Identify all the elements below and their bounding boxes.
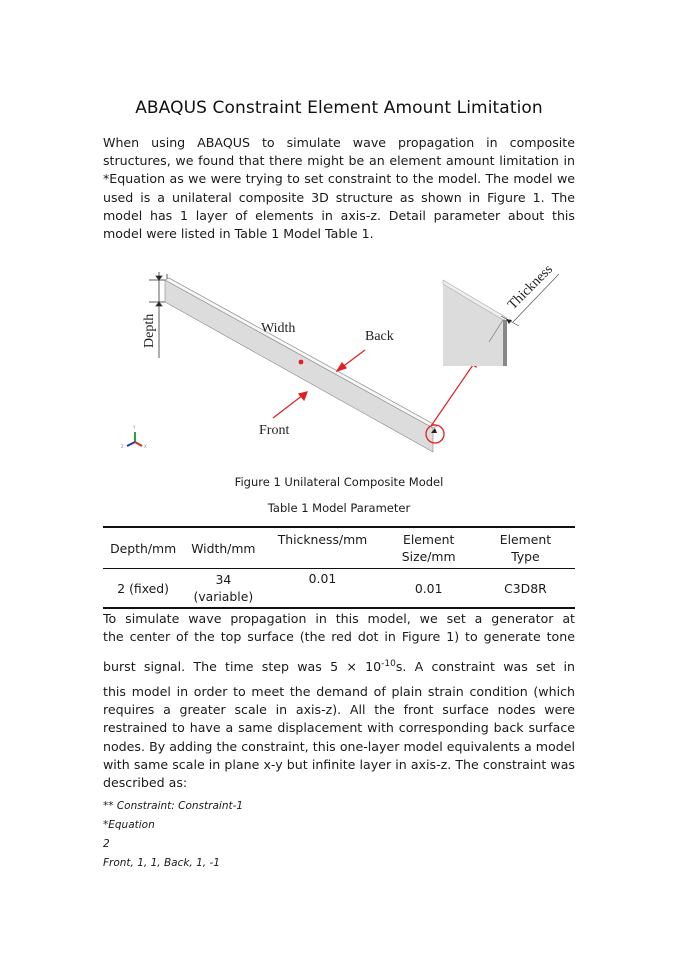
table-row [103,569,575,609]
model-diagram [113,258,573,458]
cell-element-size: 0.01 [414,580,443,596]
front-label: Front [259,423,290,438]
generator-red-dot [299,360,304,365]
header-thickness: Thickness/mm [277,532,368,547]
depth-label: Depth [142,313,157,348]
code-line: Front, 1, 1, Back, 1, -1 [103,857,220,869]
header-element-type: Element Type [499,532,552,564]
cell-depth: 2 (fixed) [117,580,169,596]
constraint-paragraph: this model in order to meet the demand of plain strain condition (which requires a greater scale in axis-z). All the front surface nodes were restrained to have a same displacement with corresponding back surface nodes. By adding the constraint, this one-layer model equivalents a model with same scale in plane x-y but infinite layer in axis-z. The constraint was described as: [103,684,575,791]
code-line: 2 [103,838,110,850]
axis-triad-icon [121,425,147,449]
svg-text:X: X [144,444,147,449]
back-label: Back [365,329,394,344]
equation-code-block [103,797,575,873]
simulation-paragraph [103,610,575,686]
code-line: *Equation [103,819,155,831]
table-caption: Table 1 Model Parameter [267,501,411,515]
svg-text:Z: Z [121,444,124,449]
page-title: ABAQUS Constraint Element Amount Limitation [135,98,543,118]
figure-caption: Figure 1 Unilateral Composite Model [234,475,444,489]
thickness-label: Thickness [505,262,556,313]
svg-text:Y: Y [133,425,136,430]
para2-line1: To simulate wave propagation in this model, we set a generator at [103,611,575,626]
beam-body [165,278,437,452]
front-arrow-icon [299,392,307,400]
cell-element-type: C3D8R [504,580,547,596]
para2-line2: the center of the top surface (the red dot in Figure 1) to generate tone [103,629,575,645]
width-label: Width [261,321,296,336]
model-parameter-table [103,526,575,609]
intro-paragraph: When using ABAQUS to simulate wave propagation in composite structures, we found that there might be an element amount limitation in *Equation as we were trying to set constraint to the model. The model we used is a unilateral composite 3D structure as shown in Figure 1. The model has 1 layer of elements in axis-z. Detail parameter about this model were listed in Table 1 Model Table 1. [103,135,575,242]
table-header-row [103,527,575,569]
header-depth: Depth/mm [110,540,177,556]
header-width: Width/mm [191,540,256,556]
header-element-size: Element Size/mm [401,532,456,564]
figure-unilateral-composite-model [113,258,573,458]
cell-width: 34 (variable) [193,572,254,604]
code-line: ** Constraint: Constraint-1 [103,800,244,812]
exponent: -10 [381,659,396,670]
thickness-detail-inset [443,274,559,366]
cell-thickness: 0.01 [308,571,337,586]
back-arrow-icon [337,363,346,371]
para2-line3: burst signal. The time step was $5 \times 10^{-10}s$. A constraint was set in [103,659,575,675]
